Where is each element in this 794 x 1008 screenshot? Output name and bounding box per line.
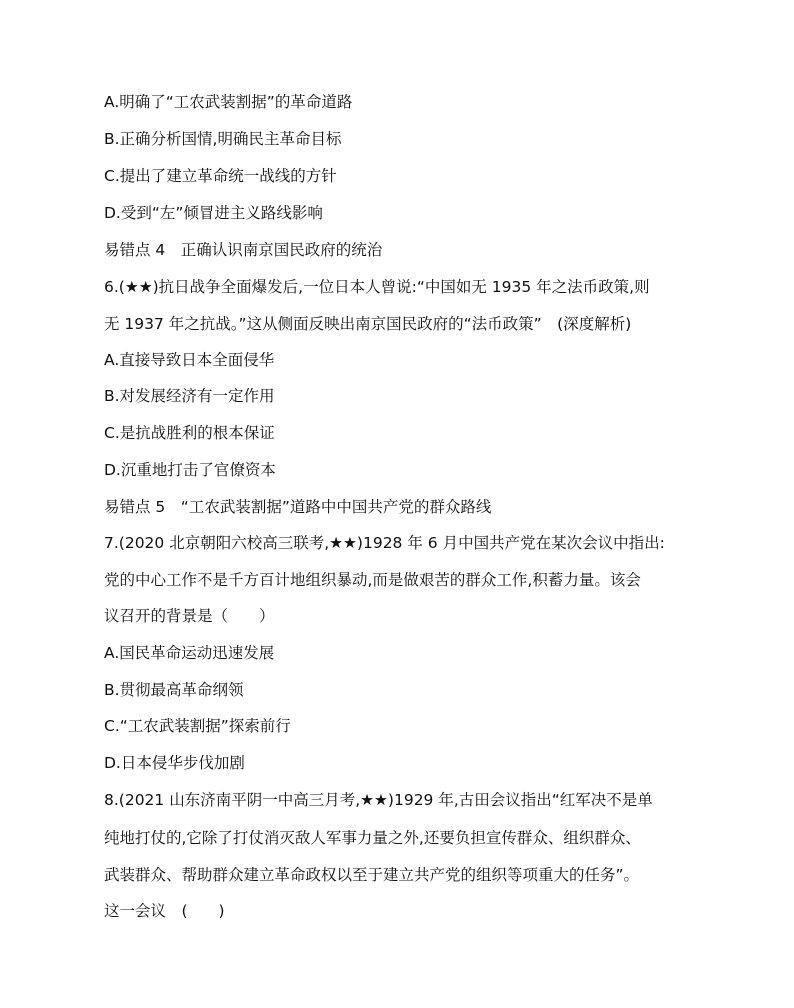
option-a-q6: A.直接导致日本全面侵华 <box>104 351 275 369</box>
error-point-4-heading: 易错点 4 正确认识南京国民政府的统治 <box>104 241 383 259</box>
option-d-q5: D.受到“左”倾冒进主义路线影响 <box>104 204 323 222</box>
option-c-q6: C.是抗战胜利的根本保证 <box>104 424 275 442</box>
error-point-5-heading: 易错点 5 “工农武装割据”道路中中国共产党的群众路线 <box>104 498 492 516</box>
question-7-line-1: 7.(2020 北京朝阳六校高三联考,★★)1928 年 6 月中国共产党在某次会议中指出: <box>104 534 665 552</box>
question-8-line-4: 这一会议 ( ) <box>104 902 225 920</box>
question-8-line-3: 武装群众、帮助群众建立革命政权以至于建立共产党的组织等项重大的任务”。 <box>104 866 640 884</box>
option-b-q6: B.对发展经济有一定作用 <box>104 387 275 405</box>
option-c-q5: C.提出了建立革命统一战线的方针 <box>104 167 337 185</box>
option-d-q7: D.日本侵华步伐加剧 <box>104 754 245 772</box>
question-7-line-3: 议召开的背景是（ ） <box>104 607 275 625</box>
option-d-q6: D.沉重地打击了官僚资本 <box>104 461 276 479</box>
option-b-q7: B.贯彻最高革命纲领 <box>104 681 244 699</box>
question-7-line-2: 党的中心工作不是千方百计地组织暴动,而是做艰苦的群众工作,积蓄力量。该会 <box>104 571 641 589</box>
option-a-q7: A.国民革命运动迅速发展 <box>104 644 275 662</box>
question-8-line-1: 8.(2021 山东济南平阴一中高三月考,★★)1929 年,古田会议指出“红军决不是单 <box>104 791 653 809</box>
option-b-q5: B.正确分析国情,明确民主革命目标 <box>104 130 342 148</box>
question-8-line-2: 纯地打仗的,它除了打仗消灭敌人军事力量之外,还要负担宣传群众、组织群众、 <box>104 829 641 847</box>
option-c-q7: C.“工农武装割据”探索前行 <box>104 717 291 735</box>
question-6-line-1: 6.(★★)抗日战争全面爆发后,一位日本人曾说:“中国如无 1935 年之法币政策,则 <box>104 278 650 296</box>
option-a-q5: A.明确了“工农武装割据”的革命道路 <box>104 93 353 111</box>
question-6-line-2: 无 1937 年之抗战。”这从侧面反映出南京国民政府的“法币政策” (深度解析) <box>104 315 632 333</box>
